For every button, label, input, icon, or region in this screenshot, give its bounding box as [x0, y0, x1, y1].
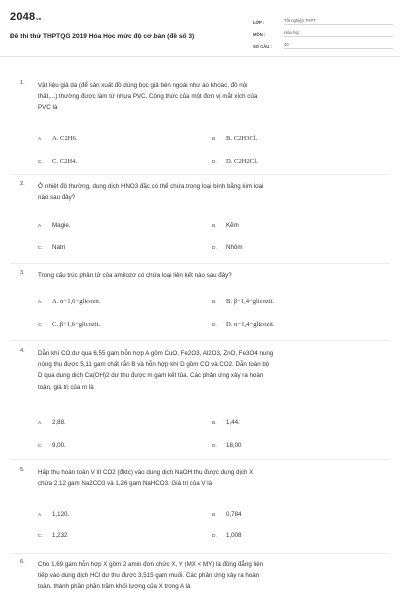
question-divider — [10, 553, 390, 554]
option-text: 18,00 — [226, 442, 242, 449]
question-line: Dẫn khí CO dư qua 6,55 gam hỗn hợp A gồm CuO, Fe2O3, Al2O3, ZnO, Fe3O4 nung — [38, 350, 274, 357]
question-line: nóng thu được 5,11 gam chất rắn B và hỗn hợp khí D gồm CO và CO2. Dẫn toàn bộ — [38, 361, 270, 369]
meta-count-row — [253, 37, 393, 49]
meta-value: Hóa học — [284, 30, 393, 37]
document-header — [0, 0, 400, 57]
question-text — [38, 270, 390, 281]
option-a[interactable] — [38, 419, 66, 426]
question-line: chứa 2,12 gam Na2CO3 và 1,26 gam NaHCO3. Giá trị của V là — [38, 480, 213, 488]
question-number: 6. — [20, 559, 25, 565]
option-text: B. C2H3Cl. — [226, 135, 258, 142]
option-letter: A. — [38, 513, 43, 518]
option-letter: D. — [212, 160, 217, 165]
meta-subject-row — [253, 25, 393, 37]
option-text: A. α−1,6−glicozit. — [52, 298, 101, 305]
meta-value: 40 — [284, 42, 393, 49]
option-d[interactable] — [212, 321, 275, 328]
option-letter: C. — [38, 444, 43, 449]
option-text: D. α−1,4−glicozit. — [226, 321, 275, 328]
option-b[interactable] — [212, 222, 239, 229]
meta-class-row — [253, 13, 393, 25]
option-text: Nhôm — [226, 244, 243, 251]
option-letter: C. — [38, 246, 43, 251]
option-letter: D. — [212, 246, 217, 251]
question-line: tiếp vào dung dịch HCl dư thu được 3,515 gam muối. Các phản ứng xảy ra hoàn — [38, 572, 260, 580]
meta-label: SỐ CÂU : — [253, 44, 272, 49]
option-letter: A. — [38, 224, 43, 229]
question-number: 4. — [20, 348, 25, 354]
question-number: 1. — [20, 80, 25, 86]
option-text: C. C2H4. — [52, 158, 78, 165]
question-divider — [10, 340, 390, 341]
question-number: 5. — [20, 467, 25, 473]
option-text: 1,120. — [52, 511, 70, 518]
option-letter: D. — [212, 534, 217, 539]
option-c[interactable] — [38, 158, 77, 165]
option-text: 1,008 — [226, 532, 242, 539]
option-text: Kẽm — [226, 222, 239, 229]
option-text: 1,44. — [226, 419, 240, 426]
question-text — [38, 348, 390, 393]
question-line: Cho 1,69 gam hỗn hợp X gồm 2 amin đơn chức X, Y (MX < MY) là đồng đẳng liên — [38, 561, 264, 568]
meta-value: Tốt nghiệp THPT — [284, 18, 393, 25]
option-a[interactable] — [38, 511, 69, 518]
option-letter: D. — [212, 323, 217, 328]
option-text: Magie. — [52, 222, 71, 229]
question-text — [38, 80, 390, 114]
option-a[interactable] — [38, 135, 77, 142]
option-text: 1,232 — [52, 532, 68, 539]
question-line: Hấp thụ hoàn toàn V lít CO2 (đktc) vào dung dịch NaOH thu được dung dịch X — [38, 469, 254, 476]
option-d[interactable] — [212, 532, 241, 539]
option-letter: B. — [212, 224, 217, 229]
option-text: D. C2H2Cl. — [226, 158, 258, 165]
option-text: Natri — [52, 244, 66, 251]
option-text: 2,88. — [52, 419, 66, 426]
option-letter: B. — [212, 513, 217, 518]
option-d[interactable] — [212, 244, 243, 251]
option-letter: B. — [212, 421, 217, 426]
question-line: Ở nhiệt độ thường, dung dịch HNO3 đặc có thể chứa trong loại bình bằng kim loại — [38, 183, 264, 190]
option-c[interactable] — [38, 442, 66, 449]
option-text: A. C2H6. — [52, 135, 78, 142]
question-line: D qua dung dịch Ca(OH)2 dư thu được m gam kết tủa. Các phản ứng xảy ra hoàn — [38, 372, 264, 380]
option-text: B. β−1,4−glicozit. — [226, 298, 275, 305]
question-text — [38, 559, 390, 593]
option-text: C. β−1,6−glicozit. — [52, 321, 101, 328]
meta-label: LỚP : — [253, 20, 265, 25]
exam-meta — [253, 13, 393, 49]
question-divider — [10, 174, 390, 175]
meta-label: MÔN : — [253, 32, 266, 37]
option-letter: C. — [38, 323, 43, 328]
option-letter: A. — [38, 421, 43, 426]
exam-title: Đề thi thử THPTQG 2019 Hóa Học mức độ cơ bản (đề số 3) — [10, 33, 195, 40]
question-number: 2. — [20, 181, 25, 187]
question-line: Trong cấu trúc phân tử của amilozơ có chứa loại liên kết nào sau đây? — [38, 272, 232, 279]
option-letter: A. — [38, 137, 43, 142]
question-line: nào sau đây? — [38, 194, 76, 202]
option-letter: A. — [38, 300, 43, 305]
option-c[interactable] — [38, 321, 100, 328]
option-letter: C. — [38, 534, 43, 539]
question-text — [38, 467, 390, 489]
option-b[interactable] — [212, 511, 241, 518]
option-b[interactable] — [212, 419, 240, 426]
question-divider — [10, 459, 390, 460]
option-letter: B. — [212, 300, 217, 305]
question-divider — [10, 263, 390, 264]
option-a[interactable] — [38, 222, 71, 229]
option-text: 0,784 — [226, 511, 242, 518]
option-b[interactable] — [212, 298, 274, 305]
question-line: PVC là — [38, 104, 58, 112]
question-line: toàn, thành phần phần trăm khối lượng của X trong A là — [38, 583, 191, 591]
question-text — [38, 181, 390, 203]
option-letter: C. — [38, 160, 43, 165]
option-c[interactable] — [38, 532, 67, 539]
option-text: 9,00. — [52, 442, 66, 449]
question-number: 3. — [20, 270, 25, 276]
question-line: Vật liệu giả da (để sản xuất đồ dùng bọc giả bên ngoài như áo khoác, đồ nội — [38, 82, 248, 89]
option-a[interactable] — [38, 298, 101, 305]
option-c[interactable] — [38, 244, 65, 251]
site-logo[interactable]: 2048vn — [10, 11, 42, 23]
option-d[interactable] — [212, 442, 241, 449]
question-line: thất,...) thường được làm từ nhựa PVC. Công thức của một đơn vị mắt xích của — [38, 93, 258, 101]
option-d[interactable] — [212, 158, 258, 165]
option-letter: D. — [212, 444, 217, 449]
option-letter: B. — [212, 137, 217, 142]
option-b[interactable] — [212, 135, 257, 142]
question-line: toàn, giá trị của m là — [38, 383, 94, 391]
